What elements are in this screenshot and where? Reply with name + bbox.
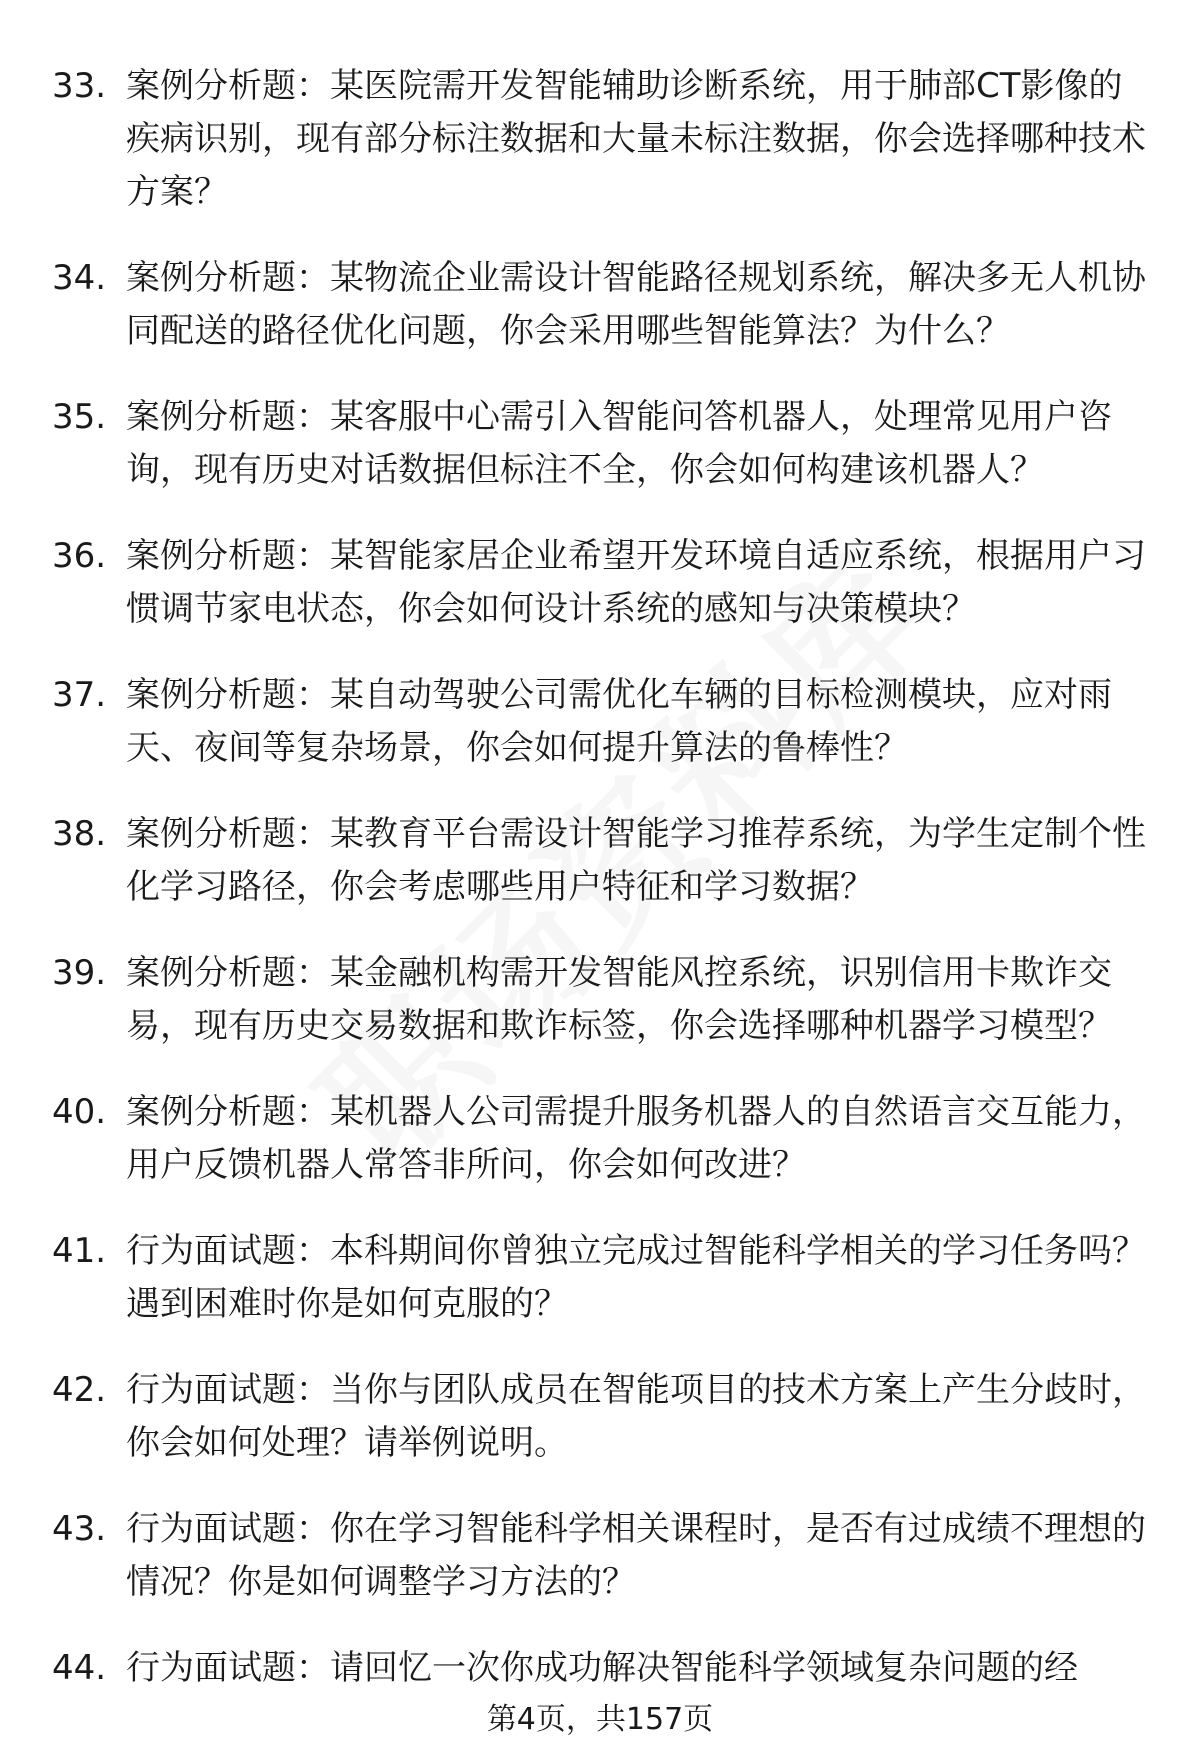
question-text: 行为面试题：请回忆一次你成功解决智能科学领域复杂问题的经 [126,1648,1078,1688]
question-item [52,669,1152,775]
question-text: 案例分析题：某物流企业需设计智能路径规划系统，解决多无人机协同配送的路径优化问题，你会采用哪些智能算法？为什么？ [126,258,1146,351]
question-item [52,530,1152,636]
question-item [52,808,1152,914]
question-text: 行为面试题：当你与团队成员在智能项目的技术方案上产生分歧时，你会如何处理？请举例说明。 [126,1370,1146,1463]
question-text: 案例分析题：某金融机构需开发智能风控系统，识别信用卡欺诈交易，现有历史交易数据和欺诈标签，你会选择哪种机器学习模型？ [126,953,1112,1046]
question-text: 案例分析题：某客服中心需引入智能问答机器人，处理常见用户咨询，现有历史对话数据但标注不全，你会如何构建该机器人？ [126,397,1112,490]
question-list [52,60,1152,1728]
question-text: 案例分析题：某机器人公司需提升服务机器人的自然语言交互能力，用户反馈机器人常答非所问，你会如何改进？ [126,1092,1146,1185]
question-item [52,60,1152,219]
question-text: 行为面试题：你在学习智能科学相关课程时，是否有过成绩不理想的情况？你是如何调整学习方法的？ [126,1509,1146,1602]
question-item [52,1503,1152,1609]
question-number: 35. [52,397,107,437]
question-number: 44. [52,1648,107,1688]
question-text: 案例分析题：某自动驾驶公司需优化车辆的目标检测模块，应对雨天、夜间等复杂场景，你会如何提升算法的鲁棒性？ [126,675,1112,768]
question-number: 34. [52,258,107,298]
question-text: 案例分析题：某教育平台需设计智能学习推荐系统，为学生定制个性化学习路径，你会考虑哪些用户特征和学习数据？ [126,814,1146,907]
question-number: 40. [52,1092,107,1132]
question-number: 39. [52,953,107,993]
question-item [52,1086,1152,1192]
question-item [52,947,1152,1053]
question-number: 42. [52,1370,107,1410]
question-number: 38. [52,814,107,854]
question-text: 行为面试题：本科期间你曾独立完成过智能科学相关的学习任务吗？遇到困难时你是如何克服的？ [126,1231,1146,1324]
question-number: 41. [52,1231,107,1271]
question-number: 37. [52,675,107,715]
question-item [52,1364,1152,1470]
question-number: 36. [52,536,107,576]
question-item [52,252,1152,358]
question-item [52,1642,1152,1695]
question-text: 案例分析题：某智能家居企业希望开发环境自适应系统，根据用户习惯调节家电状态，你会如何设计系统的感知与决策模块？ [126,536,1146,629]
question-number: 33. [52,66,107,106]
question-item [52,1225,1152,1331]
question-number: 43. [52,1509,107,1549]
question-item [52,391,1152,497]
question-text: 案例分析题：某医院需开发智能辅助诊断系统，用于肺部CT影像的疾病识别，现有部分标注数据和大量未标注数据，你会选择哪种技术方案？ [126,66,1146,212]
page-footer: 第4页，共157页 [486,1702,714,1737]
